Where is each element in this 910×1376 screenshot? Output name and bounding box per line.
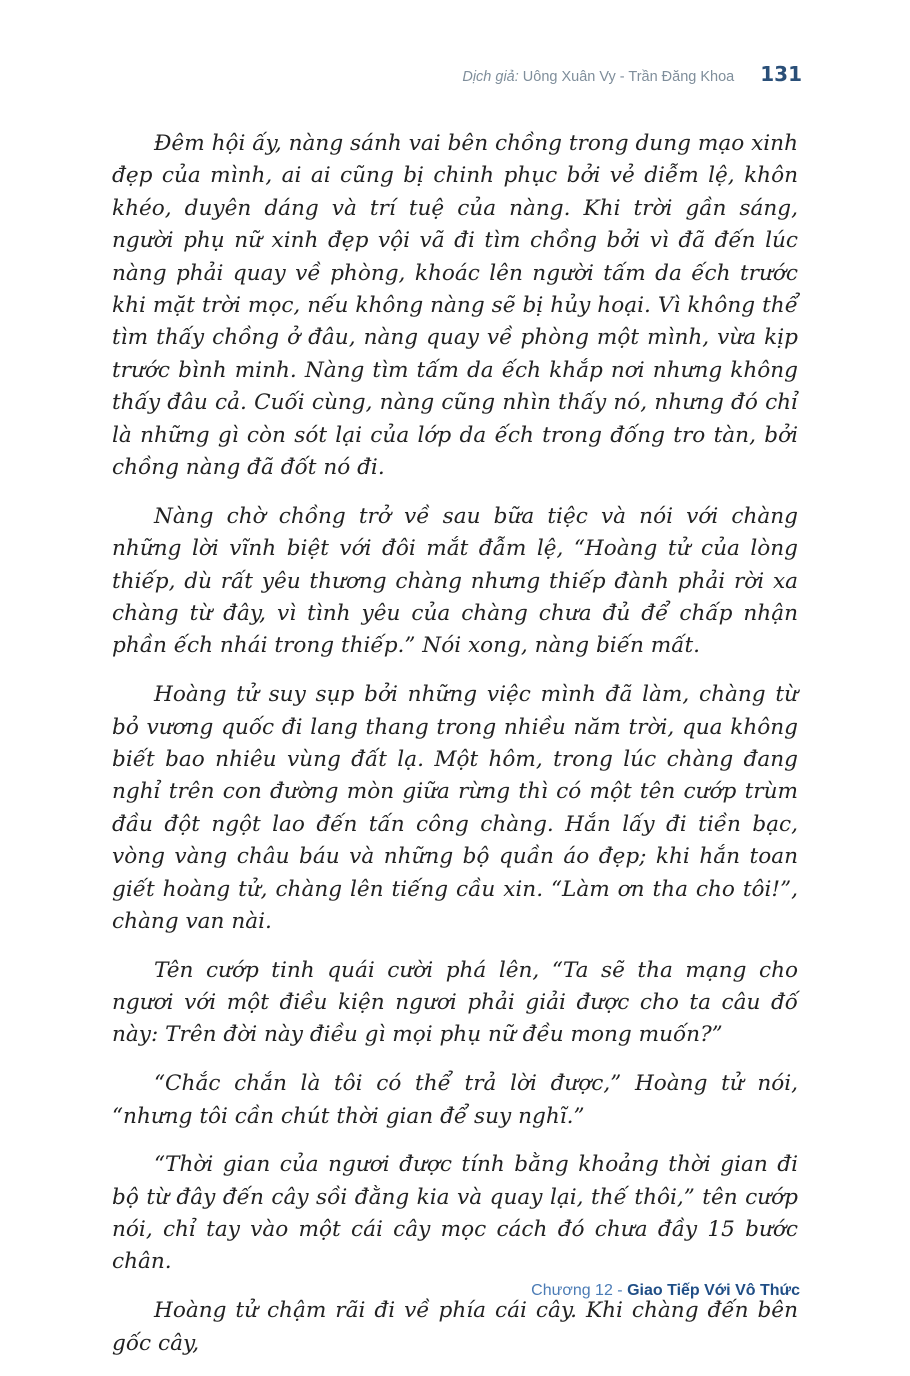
paragraph: Hoàng tử suy sụp bởi những việc mình đã làm, chàng từ bỏ vương quốc đi lang thang trong nhiều năm trời, qua không biết bao nhiêu vùng đất lạ. Một hôm, trong lúc chàng đang nghỉ trên con đường mòn giữa rừng thì có một tên cướp trùm đầu đột ngột lao đến tấn công chàng. Hắn lấy đi tiền bạc, vòng vàng châu báu và những bộ quần áo đẹp; khi hắn toan giết hoàng tử, chàng lên tiếng cầu xin. “Làm ơn tha cho tôi!”, chàng van nài. <box>112 682 798 934</box>
translator-label: Dịch giả: <box>462 69 519 85</box>
chapter-title: Giao Tiếp Với Vô Thức <box>627 1282 800 1299</box>
page-number: 131 <box>760 62 802 86</box>
paragraph: Tên cướp tinh quái cười phá lên, “Ta sẽ tha mạng cho ngươi với một điều kiện ngươi phải giải được cho ta câu đố này: Trên đời này điều gì mọi phụ nữ đều mong muốn?” <box>112 957 798 1048</box>
translator-names: Uông Xuân Vy - Trần Đăng Khoa <box>522 69 735 85</box>
chapter-number: Chương 12 <box>531 1282 613 1299</box>
paragraph: Đêm hội ấy, nàng sánh vai bên chồng trong dung mạo xinh đẹp của mình, ai ai cũng bị chinh phục bởi vẻ diễm lệ, khôn khéo, duyên dáng và trí tuệ của nàng. Khi trời gần sáng, người phụ nữ xinh đẹp vội vã đi tìm chồng bởi vì đã đến lúc nàng phải quay về phòng, khoác lên người tấm da ếch trước khi mặt trời mọc, nếu không nàng sẽ bị hủy hoại. Vì không thể tìm thấy chồng ở đâu, nàng quay về phòng một mình, vừa kịp trước bình minh. Nàng tìm tấm da ếch khắp nơi nhưng không thấy đâu cả. Cuối cùng, nàng cũng nhìn thấy nó, nhưng đó chỉ là những gì còn sót lại của lớp da ếch trong đống tro tàn, bởi chồng nàng đã đốt nó đi. <box>112 131 798 481</box>
paragraph: Nàng chờ chồng trở về sau bữa tiệc và nói với chàng những lời vĩnh biệt với đôi mắt đẫm lệ, “Hoàng tử của lòng thiếp, dù rất yêu thương chàng nhưng thiếp đành phải rời xa chàng từ đây, vì tình yêu của chàng chưa đủ để chấp nhận phần ếch nhái trong thiếp.” Nói xong, nàng biến mất. <box>112 503 798 659</box>
footer-separator: - <box>612 1282 628 1299</box>
running-footer <box>531 1282 800 1300</box>
paragraph: “Thời gian của ngươi được tính bằng khoảng thời gian đi bộ từ đây đến cây sồi đằng kia và quay lại, thế thôi,” tên cướp nói, chỉ tay vào một cái cây mọc cách đó chưa đầy 15 bước chân. <box>112 1152 798 1275</box>
paragraph: Hoàng tử chậm rãi đi về phía cái cây. Khi chàng đến bên gốc cây, <box>112 1298 798 1356</box>
body-text <box>112 128 798 1376</box>
paragraph: “Chắc chắn là tôi có thể trả lời được,” Hoàng tử nói, “nhưng tôi cần chút thời gian để suy nghĩ.” <box>112 1071 798 1129</box>
running-header <box>462 62 802 86</box>
